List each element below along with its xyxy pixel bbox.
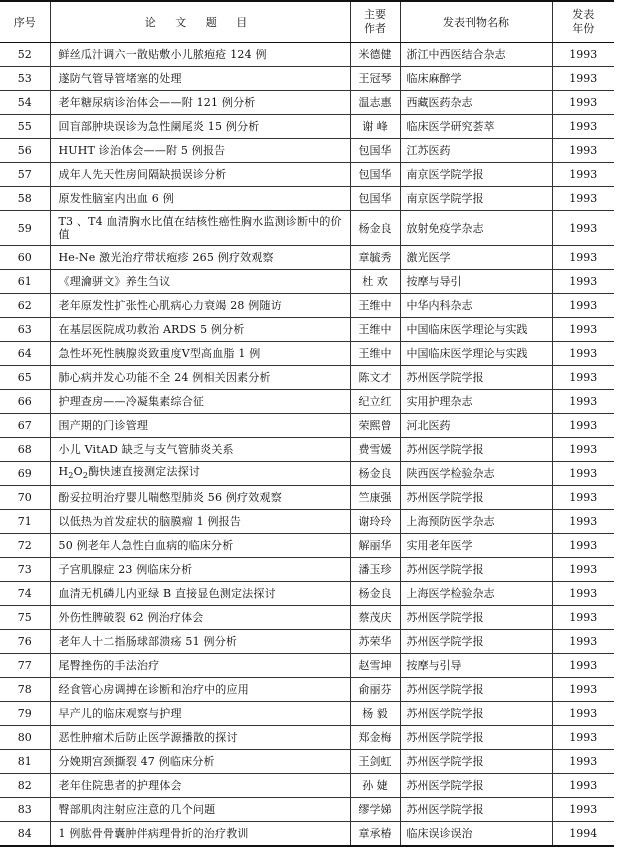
table-row (0, 366, 614, 390)
row-number: 67 (0, 414, 50, 438)
row-year: 1993 (552, 726, 614, 750)
row-title: 围产期的门诊管理 (50, 414, 350, 438)
row-number: 58 (0, 187, 50, 211)
row-number: 60 (0, 246, 50, 270)
row-number: 83 (0, 798, 50, 822)
row-title: 早产儿的临床观察与护理 (50, 702, 350, 726)
row-author: 包国华 (350, 139, 400, 163)
table-row (0, 654, 614, 678)
header-title: 论 文 题 目 (50, 1, 350, 43)
row-number: 80 (0, 726, 50, 750)
row-number: 74 (0, 582, 50, 606)
row-year: 1993 (552, 414, 614, 438)
title-part-tail: 酶快速直接测定法探讨 (88, 464, 201, 478)
row-number: 62 (0, 294, 50, 318)
row-year: 1993 (552, 702, 614, 726)
table-row (0, 91, 614, 115)
row-number: 69 (0, 462, 50, 486)
row-journal: 苏州医学院学报 (400, 558, 552, 582)
row-year: 1993 (552, 294, 614, 318)
row-year: 1993 (552, 510, 614, 534)
table-row (0, 390, 614, 414)
table-row (0, 510, 614, 534)
row-author: 谢 峰 (350, 115, 400, 139)
row-author: 竺康强 (350, 486, 400, 510)
row-author: 纪立红 (350, 390, 400, 414)
row-year: 1993 (552, 534, 614, 558)
title-sub-2b: 2 (82, 471, 89, 481)
row-journal: 江苏医药 (400, 139, 552, 163)
row-title: 老年糖尿病诊治体会——附 121 例分析 (50, 91, 350, 115)
row-journal: 河北医药 (400, 414, 552, 438)
row-author: 解丽华 (350, 534, 400, 558)
row-journal: 放射免疫学杂志 (400, 211, 552, 246)
row-number: 79 (0, 702, 50, 726)
header-author-line2: 作者 (364, 22, 386, 35)
header-journal: 发表刊物名称 (400, 1, 552, 43)
row-title: 急性坏死性胰腺炎致重度Ⅴ型高血脂 1 例 (50, 342, 350, 366)
row-year: 1993 (552, 558, 614, 582)
row-number: 54 (0, 91, 50, 115)
table-row (0, 43, 614, 67)
row-number: 81 (0, 750, 50, 774)
row-journal: 实用护理杂志 (400, 390, 552, 414)
row-author: 陈文才 (350, 366, 400, 390)
row-author: 王维中 (350, 342, 400, 366)
row-number: 64 (0, 342, 50, 366)
row-title: 臀部肌肉注射应注意的几个问题 (50, 798, 350, 822)
row-author: 米德健 (350, 43, 400, 67)
row-journal: 中国临床医学理论与实践 (400, 342, 552, 366)
row-number: 77 (0, 654, 50, 678)
row-author: 王冠琴 (350, 67, 400, 91)
row-year: 1993 (552, 654, 614, 678)
header-year-line1: 发表 (572, 8, 595, 21)
row-title: 护理查房——冷凝集素综合征 (50, 390, 350, 414)
row-journal: 中国临床医学理论与实践 (400, 318, 552, 342)
row-title: 遂防气管导管堵塞的处理 (50, 67, 350, 91)
row-title: 分娩期宫颈撕裂 47 例临床分析 (50, 750, 350, 774)
row-journal: 实用老年医学 (400, 534, 552, 558)
row-number: 78 (0, 678, 50, 702)
row-journal: 苏州医学院学报 (400, 366, 552, 390)
row-number: 68 (0, 438, 50, 462)
row-year: 1993 (552, 774, 614, 798)
row-journal: 临床麻醉学 (400, 67, 552, 91)
row-journal: 中华内科杂志 (400, 294, 552, 318)
row-author: 杜 欢 (350, 270, 400, 294)
row-author: 缪学娣 (350, 798, 400, 822)
header-number: 序号 (0, 1, 50, 43)
row-title: 50 例老年人急性白血病的临床分析 (50, 534, 350, 558)
row-number: 76 (0, 630, 50, 654)
row-number: 84 (0, 822, 50, 847)
row-author: 荣熙曾 (350, 414, 400, 438)
row-title: 酚妥拉明治疗婴儿喘憋型肺炎 56 例疗效观察 (50, 486, 350, 510)
row-title: 老年住院患者的护理体会 (50, 774, 350, 798)
row-author: 王维中 (350, 318, 400, 342)
row-title: 回盲部肿块误诊为急性阑尾炎 15 例分析 (50, 115, 350, 139)
row-author: 费雪媛 (350, 438, 400, 462)
row-author: 王维中 (350, 294, 400, 318)
row-journal: 苏州医学院学报 (400, 726, 552, 750)
row-year: 1993 (552, 342, 614, 366)
row-author: 杨金良 (350, 462, 400, 486)
table-row (0, 115, 614, 139)
row-title: 1 例肱骨骨囊肿伴病理骨折的治疗教训 (50, 822, 350, 847)
title-part-h: H (58, 464, 69, 478)
row-author: 王剑虹 (350, 750, 400, 774)
row-year: 1993 (552, 270, 614, 294)
row-year: 1994 (552, 822, 614, 847)
row-journal: 临床误诊误治 (400, 822, 552, 847)
row-title: HUHT 诊治体会——附 5 例报告 (50, 139, 350, 163)
table-row (0, 558, 614, 582)
row-author: 章承椿 (350, 822, 400, 847)
table-body (0, 43, 614, 847)
header-author (350, 1, 400, 43)
row-author: 杨 毅 (350, 702, 400, 726)
row-journal: 苏州医学院学报 (400, 606, 552, 630)
row-year: 1993 (552, 139, 614, 163)
row-journal: 苏州医学院学报 (400, 678, 552, 702)
row-author: 谢玲玲 (350, 510, 400, 534)
table-row (0, 139, 614, 163)
table-row (0, 774, 614, 798)
row-number: 70 (0, 486, 50, 510)
row-journal: 苏州医学院学报 (400, 798, 552, 822)
row-author: 蔡茂庆 (350, 606, 400, 630)
row-journal: 苏州医学院学报 (400, 438, 552, 462)
row-title: He-Ne 激光治疗带状疱疹 265 例疗效观察 (50, 246, 350, 270)
row-number: 75 (0, 606, 50, 630)
row-journal: 西藏医药杂志 (400, 91, 552, 115)
row-journal: 按摩与引导 (400, 654, 552, 678)
row-year: 1993 (552, 318, 614, 342)
row-journal: 浙江中西医结合杂志 (400, 43, 552, 67)
row-year: 1993 (552, 366, 614, 390)
row-year: 1993 (552, 187, 614, 211)
row-year: 1993 (552, 486, 614, 510)
row-year: 1993 (552, 750, 614, 774)
row-journal: 上海预防医学杂志 (400, 510, 552, 534)
row-number: 53 (0, 67, 50, 91)
row-year: 1993 (552, 91, 614, 115)
header-year-line2: 年份 (572, 22, 595, 35)
row-title: 尾臀挫伤的手法治疗 (50, 654, 350, 678)
row-author: 孙 婕 (350, 774, 400, 798)
table-row (0, 582, 614, 606)
table-row (0, 246, 614, 270)
table-row (0, 163, 614, 187)
row-title: 《理瀹骈文》养生刍议 (50, 270, 350, 294)
table-row (0, 414, 614, 438)
row-number: 56 (0, 139, 50, 163)
row-journal: 苏州医学院学报 (400, 702, 552, 726)
row-number: 71 (0, 510, 50, 534)
row-title (50, 462, 350, 486)
row-year: 1993 (552, 678, 614, 702)
header-row (0, 1, 614, 43)
row-year: 1993 (552, 67, 614, 91)
table-row (0, 438, 614, 462)
row-author: 杨金良 (350, 211, 400, 246)
row-number: 65 (0, 366, 50, 390)
row-year: 1993 (552, 390, 614, 414)
table-row (0, 270, 614, 294)
row-number: 59 (0, 211, 50, 246)
row-journal: 按摩与导引 (400, 270, 552, 294)
row-title: 小儿 VitAD 缺乏与支气管肺炎关系 (50, 438, 350, 462)
table-row (0, 187, 614, 211)
row-year: 1993 (552, 211, 614, 246)
row-year: 1993 (552, 246, 614, 270)
row-title: 血清无机磷儿内亚绿 B 直接显色测定法探讨 (50, 582, 350, 606)
row-author: 郑金梅 (350, 726, 400, 750)
row-year: 1993 (552, 115, 614, 139)
row-journal: 苏州医学院学报 (400, 774, 552, 798)
row-number: 72 (0, 534, 50, 558)
header-author-line1: 主要 (364, 8, 386, 21)
row-author: 苏荣华 (350, 630, 400, 654)
row-journal: 苏州医学院学报 (400, 630, 552, 654)
table-row (0, 822, 614, 847)
table-row (0, 462, 614, 486)
table-row (0, 750, 614, 774)
row-number: 66 (0, 390, 50, 414)
row-journal: 苏州医学院学报 (400, 750, 552, 774)
row-title: 恶性肿瘤术后防止医学源播散的探讨 (50, 726, 350, 750)
row-title: 外伤性脾破裂 62 例治疗体会 (50, 606, 350, 630)
title-part-o: O (73, 464, 83, 478)
row-number: 61 (0, 270, 50, 294)
row-year: 1993 (552, 462, 614, 486)
table-row (0, 702, 614, 726)
title-sub-2: 2 (68, 471, 74, 481)
row-number: 57 (0, 163, 50, 187)
row-journal: 激光医学 (400, 246, 552, 270)
row-year: 1993 (552, 606, 614, 630)
table-row (0, 534, 614, 558)
row-title: T3 、T4 血清胸水比值在结核性癌性胸水监测诊断中的价值 (50, 211, 350, 246)
row-title: 在基层医院成功救治 ARDS 5 例分析 (50, 318, 350, 342)
table-row (0, 67, 614, 91)
row-journal: 陕西医学检验杂志 (400, 462, 552, 486)
table-row (0, 486, 614, 510)
row-author: 章毓秀 (350, 246, 400, 270)
table-row (0, 630, 614, 654)
row-year: 1993 (552, 582, 614, 606)
row-number: 52 (0, 43, 50, 67)
table-row (0, 798, 614, 822)
row-title: 成年人先天性房间隔缺损误诊分析 (50, 163, 350, 187)
row-title: 老年人十二指肠球部溃疡 51 例分析 (50, 630, 350, 654)
row-title: 鲜丝瓜汁调六一散贴敷小儿脓疱疮 124 例 (50, 43, 350, 67)
row-author: 赵雪坤 (350, 654, 400, 678)
row-year: 1993 (552, 438, 614, 462)
table-row (0, 318, 614, 342)
row-author: 包国华 (350, 187, 400, 211)
row-title: 子宫肌腺症 23 例临床分析 (50, 558, 350, 582)
row-title: 以低热为首发症状的脑膜瘤 1 例报告 (50, 510, 350, 534)
table-row (0, 342, 614, 366)
header-year (552, 1, 614, 43)
row-year: 1993 (552, 630, 614, 654)
table-row (0, 211, 614, 246)
table-row (0, 678, 614, 702)
row-title: 经食管心房调搏在诊断和治疗中的应用 (50, 678, 350, 702)
row-author: 杨金良 (350, 582, 400, 606)
row-year: 1993 (552, 43, 614, 67)
row-author: 俞丽芬 (350, 678, 400, 702)
row-title: 老年原发性扩张性心肌病心力衰竭 28 例随访 (50, 294, 350, 318)
table-row (0, 294, 614, 318)
table-row (0, 606, 614, 630)
row-journal: 上海医学检验杂志 (400, 582, 552, 606)
row-title: 肺心病并发心功能不全 24 例相关因素分析 (50, 366, 350, 390)
row-title: 原发性脑室内出血 6 例 (50, 187, 350, 211)
row-journal: 苏州医学院学报 (400, 486, 552, 510)
row-author: 温志惠 (350, 91, 400, 115)
row-journal: 南京医学院学报 (400, 187, 552, 211)
row-number: 73 (0, 558, 50, 582)
row-year: 1993 (552, 163, 614, 187)
row-number: 82 (0, 774, 50, 798)
table-row (0, 726, 614, 750)
row-year: 1993 (552, 798, 614, 822)
row-journal: 临床医学研究荟萃 (400, 115, 552, 139)
row-author: 包国华 (350, 163, 400, 187)
row-author: 潘玉珍 (350, 558, 400, 582)
row-number: 55 (0, 115, 50, 139)
row-journal: 南京医学院学报 (400, 163, 552, 187)
row-number: 63 (0, 318, 50, 342)
